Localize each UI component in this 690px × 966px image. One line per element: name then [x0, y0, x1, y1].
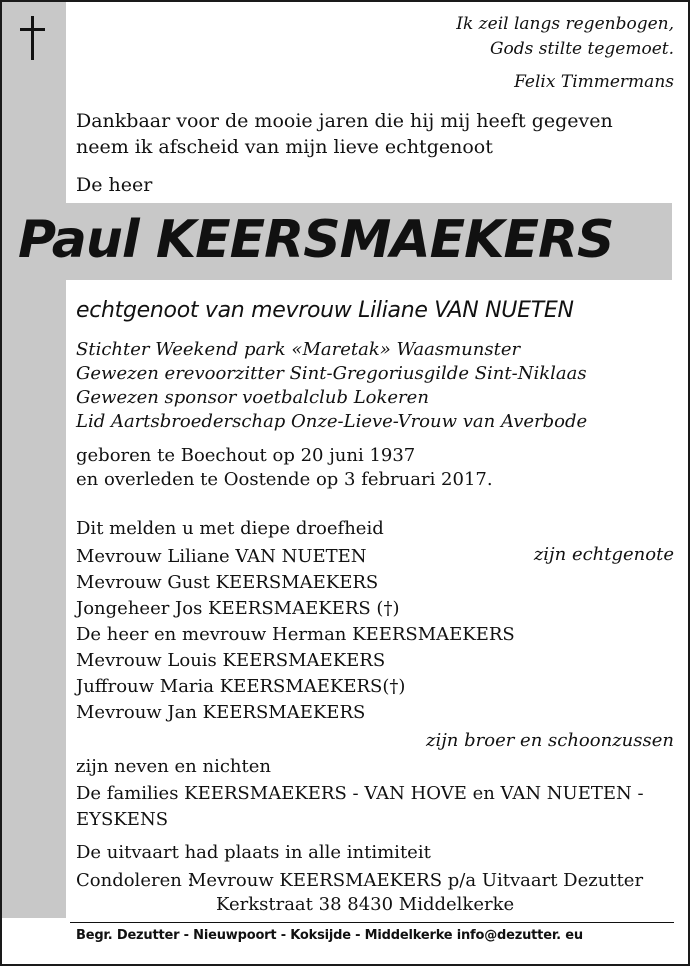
title-line: Stichter Weekend park «Maretak» Waasmunster	[76, 339, 521, 360]
family-intro: Dit melden u met diepe droefheid	[76, 518, 384, 539]
condolences	[76, 869, 643, 917]
quote	[456, 12, 674, 62]
honorific: De heer	[76, 174, 153, 196]
condolences-address: Kerkstraat 38 8430 Middelkerke	[216, 894, 515, 915]
title-line: Gewezen sponsor voetbalclub Lokeren	[76, 387, 429, 408]
siblings-role: zijn broer en schoonzussen	[425, 730, 674, 751]
quote-line: Gods stilte tegemoet.	[489, 39, 674, 59]
footer-credits: Begr. Dezutter - Nieuwpoort - Koksijde - Middelkerke info@dezutter. eu	[76, 928, 583, 943]
quote-line: Ik zeil langs regenbogen,	[456, 14, 674, 34]
spouse-line: echtgenoot van mevrouw Liliane VAN NUETEN	[76, 298, 574, 323]
death-line: en overleden te Oostende op 3 februari 2017.	[76, 469, 493, 490]
left-gray-bar	[2, 2, 66, 918]
family-member: Mevrouw Gust KEERSMAEKERS	[76, 572, 379, 593]
condolences-name: Mevrouw KEERSMAEKERS p/a Uitvaart Dezutter	[188, 870, 644, 891]
dates	[76, 444, 493, 492]
families-line: De families KEERSMAEKERS - VAN HOVE en VAN NUETEN -	[76, 783, 644, 804]
family-member: Mevrouw Jan KEERSMAEKERS	[76, 702, 366, 723]
titles	[76, 338, 587, 434]
deceased-name: Paul KEERSMAEKERS	[18, 210, 614, 270]
families-line: EYSKENS	[76, 809, 169, 830]
title-line: Gewezen erevoorzitter Sint-Gregoriusgilde Sint-Niklaas	[76, 363, 587, 384]
title-line: Lid Aartsbroederschap Onze-Lieve-Vrouw van Averbode	[76, 411, 588, 432]
intro-line: Dankbaar voor de mooie jaren die hij mij heeft gegeven	[76, 110, 613, 132]
footer-divider	[70, 922, 674, 923]
family-member: Mevrouw Liliane VAN NUETEN	[76, 546, 367, 567]
families	[76, 781, 644, 833]
quote-author: Felix Timmermans	[514, 72, 674, 92]
birth-line: geboren te Boechout op 20 juni 1937	[76, 445, 416, 466]
intro-line: neem ik afscheid van mijn lieve echtgenoot	[76, 136, 493, 158]
family-member: Jongeheer Jos KEERSMAEKERS (†)	[76, 598, 400, 619]
nephews-line: zijn neven en nichten	[76, 756, 271, 777]
spouse-role: zijn echtgenote	[533, 544, 674, 565]
condolences-label: Condoleren :	[76, 870, 194, 891]
family-list	[76, 544, 515, 726]
family-member: De heer en mevrouw Herman KEERSMAEKERS	[76, 624, 515, 645]
family-member: Mevrouw Louis KEERSMAEKERS	[76, 650, 386, 671]
funeral-note: De uitvaart had plaats in alle intimiteit	[76, 842, 431, 863]
intro-text	[76, 108, 613, 160]
family-member: Juffrouw Maria KEERSMAEKERS(†)	[76, 676, 406, 697]
